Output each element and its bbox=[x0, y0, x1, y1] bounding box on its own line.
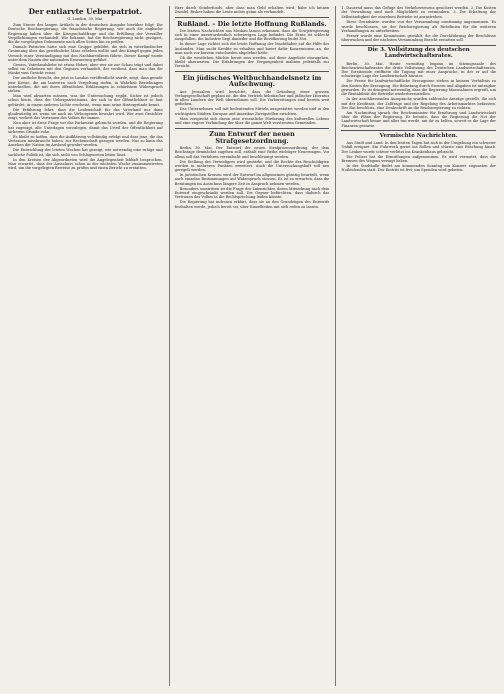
paragraph: In der Stadthalle findet am kommenden Sonntag ein Konzert zugunsten der Notleidenden statt. Der Eintritt ist frei; um Spenden wird gebeten. bbox=[341, 164, 497, 173]
column-3 bbox=[335, 6, 496, 686]
divider bbox=[341, 45, 496, 46]
paragraph: Die Preise für landwirtschaftliche Erzeugnisse stehen in keinem Verhältnis zu den Kosten der Erzeugung. Die Belastung durch Steuern und Abgaben ist untragbar geworden. Es ist dringend notwendig, dass die Regierung Massnahmen ergreift, um die Rentabilität der Betriebe wiederherzustellen. bbox=[341, 79, 497, 97]
headline-russland: Rußland. – Die letzte Hoffnung Rußlands. bbox=[177, 19, 327, 28]
article-body-strafgesetz bbox=[175, 146, 330, 209]
headline-ueberpatriot: Der entlarvte Ueberpatriot. bbox=[28, 7, 143, 16]
paragraph: Nun aber ist diese Frage vor das Parlament gebracht worden, und die Regierung hat zugesagt, alle Unterlagen vorzulegen, damit das Urteil der Öffentlichkeit auf sicherem Grunde ruhe. bbox=[8, 121, 163, 134]
paragraph: Damals Patrioten hatte sich eine Gruppe gebildet, die sich in vaterländischer Gesinnung über das gewöhnliche Mass erheben wollte und den Kampf gegen jeden Versuch einer Verständigung mit den Nachbarvölkern führte. Dieser Kampf wurde unter dem Namen der nationalen Erneuerung geführt. bbox=[8, 45, 163, 62]
paragraph: Am Nachmittag sprach der Reichsminister für Ernährung und Landwirtschaft über die Pläne der Regierung. Er betonte, dass die Regierung die Not der Landwirtschaft kenne und alles tun werde, um ihr zu helfen, soweit es die Lage der Finanzen gestatte. bbox=[341, 110, 497, 128]
column-1 bbox=[8, 6, 163, 686]
paragraph: Zum Sturze des langen Artikels in der deutschen Ausgabe hierüber folgt: Die Deutsche Reichsregierung, die französische Regierung, wie auch die englische Regierung haben über die Kriegsschuldfrage und die Erfüllung der Versailler Verpflichtungen verhandelt. Wie bekannt, hat die Reichsregierung nicht gezögert, die ihr vorgelegten Dokumente nach allen Seiten hin zu prüfen. bbox=[8, 23, 163, 45]
paragraph: Es bleibt zu hoffen, dass die Aufklärung vollständig erfolgt und dass jene, die das Vertrauen missbraucht haben, zur Rechenschaft gezogen werden. Nur so kann das Ansehen der Nation im Ausland gewahrt werden. bbox=[8, 134, 163, 148]
article-body-vermischtes bbox=[341, 141, 496, 172]
paragraph: Aus Stadt und Land. In den letzten Tagen hat sich in der Umgebung ein schwerer Unfall ereignet. Ein Fuhrwerk geriet ins Rollen und stürzte eine Böschung hinab. Der Lenker wurde schwer verletzt ins Krankenhaus gebracht. bbox=[341, 141, 497, 154]
paragraph: Gewiss, Vaterlandsliebe ist etwas Hohes, aber wer sie zur Schau trägt und dabei selbst im Geheimen mit den Gegnern verhandelt, der verdient, dass man ihm die Maske vom Gesicht reisst. bbox=[8, 62, 163, 76]
paragraph: Besonders umstritten ist die Frage der Laienrichter, deren Mitwirkung nach dem Entwurf eingeschränkt werden soll. Die Gegner befürchten, dass dadurch das Vertrauen des Volkes in die Rechtsprechung leiden könnte. bbox=[174, 186, 330, 200]
paragraph: In dieser Lage richtet sich die letzte Hoffnung der Machthaber auf die Hilfe des Auslandes. Man sucht Kredite zu erhalten und bietet dafür Konzessionen an, die man noch vor kurzem entschieden abgelehnt hätte. bbox=[174, 42, 330, 55]
column-top-text: Herr durch Sonderfonds, aber dass man Geld erhalten wird, habe ich keinen Zweifel. Bisher haben die Leute nichts getan als verhandelt. bbox=[174, 6, 330, 15]
paragraph: Das Unternehmen soll mit bedeutenden Mitteln ausgestattet werden und in den wichtigsten Städten Europas und Amerikas Zweigstellen errichten. bbox=[174, 107, 330, 116]
article-body-russland bbox=[175, 29, 330, 69]
paragraph: Ob die westlichen Mächte bereit sein werden, auf diese Angebote einzugehen, bleibt abzuwarten. Die Erfahrungen der Vergangenheit mahnen jedenfalls zur Vorsicht. bbox=[174, 55, 330, 69]
paragraph: Die Erfahrung lehrt, dass die Leidenschaft für das Vaterland nur dann glaubwürdig ist, wenn sie auch im Verborgenen bewahrt wird. Wer zwei Gesichter zeigt, verliert das Vertrauen des Volkes für immer. bbox=[8, 107, 163, 121]
paragraph: Aus Jerusalem wird berichtet, dass die Gründung einer grossen Verlagsgesellschaft geplant ist, die den Vertrieb hebräischer und jüdischer Literatur in allen Ländern der Welt übernehmen soll. Die Vorbereitungen sind bereits weit gediehen. bbox=[174, 89, 330, 107]
headline-landwirtschaftsrat: Die 3. Vollsitzung des deutschen Landwirtschaftsrates. bbox=[367, 47, 470, 60]
article-body-1 bbox=[8, 23, 163, 170]
paragraph: In den Kreisen der Abgeordneten wird die Angelegenheit lebhaft besprochen. Man erwartet, dass der Ausschuss schon in der nächsten Woche zusammentreten wird, um die vorgelegten Beweise zu prüfen und einen Bericht zu erstatten. bbox=[8, 157, 163, 171]
article-body-weltbuchhandel bbox=[175, 90, 330, 126]
column-2 bbox=[169, 6, 330, 686]
article-body-landwirtschaftsrat bbox=[341, 62, 496, 128]
paragraph: Man wird abwarten müssen, was die Untersuchung ergibt. Sicher ist jedoch schon heute, dass der Ueberpatriotismus, der sich in der Öffentlichkeit so laut gebärdet, in einem anderen Lichte erscheint, wenn man seine Hintergründe kennt. bbox=[8, 94, 163, 107]
paragraph: Der amtliche Bericht, der jetzt in London veröffentlicht wurde, zeigt, dass gerade jene Kreise, die am lautesten nach Vergeltung riefen, in Wahrheit Beziehungen unterhielten, die mit ihren öffentlichen Erklärungen in schärfstem Widerspruch stehen. bbox=[8, 76, 163, 94]
headline-vermischte-nachrichten: Vermischte Nachrichten. bbox=[379, 132, 458, 139]
divider bbox=[175, 71, 330, 72]
headline-strafgesetz: Zum Entwurf der neuen Strafgesetzordnung. bbox=[209, 130, 295, 145]
paragraph: Die Entwicklung der letzten Wochen hat gezeigt, wie notwendig eine ruhige und sachliche Politik ist, die sich nicht von Schlagworten leiten lässt. bbox=[8, 148, 163, 157]
column-top-text: 1. Dauernd muss das Gefüge des Verkehrswesens gesichert werden. 2. Die Kosten der Verwaltung sind nach Möglichkeit zu vermindern. 3. Die Erhaltung der Selbständigkeit der einzelnen Betriebe ist anzustreben. bbox=[341, 6, 497, 19]
headline-weltbuchhandel: Ein jüdisches Weltbuchhandelsnetz im Aufschwung. bbox=[182, 73, 322, 89]
paragraph: In juristischen Kreisen wird der Entwurf im allgemeinen günstig beurteilt, wenn auch einzelne Bestimmungen auf Widerspruch stossen. Es ist zu erwarten, dass die Beratungen im Ausschuss längere Zeit in Anspruch nehmen werden. bbox=[174, 173, 330, 186]
divider bbox=[175, 17, 330, 18]
paragraph: Die Stellung des Verteidigers wird gestärkt, und die Rechte des Beschuldigten werden in mehreren Punkten erweitert. Auch die Untersuchungshaft soll neu geregelt werden. bbox=[174, 159, 330, 173]
paragraph: Ferner wurde eine Kommission gewählt, die die Durchführung der Beschlüsse überwachen und der nächsten Versammlung Bericht erstatten soll. bbox=[341, 33, 497, 43]
paragraph: Berlin, 30. Mai. Der Entwurf der neuen Strafprozessordnung, der dem Reichstage demnächst zugehen soll, enthält eine Reihe wichtiger Neuerungen. Vor allem soll das Verfahren vereinfacht und beschleunigt werden. bbox=[174, 146, 330, 159]
divider bbox=[341, 130, 496, 131]
paragraph: Berlin, 30. Mai. Heute vormittag begann im Sitzungssaale des Reichswirtschaftsrates die dritte Vollsitzung des Deutschen Landwirtschaftsrates. Der Vorsitzende eröffnete die Tagung mit einer Ansprache, in der er auf die schwierige Lage der Landwirtschaft hinwies. bbox=[341, 61, 497, 79]
paragraph: Die Polizei hat die Ermittlungen aufgenommen. Es wird vermutet, dass die Bremsen des Wagens versagt haben. bbox=[341, 154, 497, 163]
paragraph: Man verspricht sich davon eine wesentliche Förderung des kulturellen Lebens und eine engere Verbindung der über die ganze Welt verstreuten Gemeinden. bbox=[174, 116, 330, 125]
paragraph: Die letzten Nachrichten aus Moskau lassen erkennen, dass die Sowjetregierung sich in einer ausserordentlich schwierigen Lage befindet. Die Ernte ist schlecht ausgefallen, die Industrie liegt danieder und die Bevölkerung leidet Not. bbox=[174, 28, 330, 42]
paragraph: In der anschliessenden Aussprache wurden zahlreiche Anträge gestellt, die sich mit der Kreditnot, der Zollfrage und der Regelung des Arbeitsmarktes befassten. Der Rat beschloss, eine Denkschrift an die Reichsregierung zu richten. bbox=[341, 97, 497, 110]
dateline: G. London, 30. Mai. bbox=[67, 17, 104, 22]
paragraph: Die Regierung hat indessen erklärt, dass sie an den Grundzügen des Entwurfs festhalten werde, jedoch bereit sei, über Einzelheiten mit sich reden zu lassen. bbox=[174, 200, 330, 209]
paragraph: Diese Grundsätze wurden von der Versammlung einstimmig angenommen. Es wurde beschlossen, sie der Reichsregierung als Richtlinien für die weiteren Verhandlungen zu unterbreiten. bbox=[341, 20, 497, 33]
article-body-verkehr bbox=[341, 20, 496, 42]
divider bbox=[175, 128, 330, 129]
